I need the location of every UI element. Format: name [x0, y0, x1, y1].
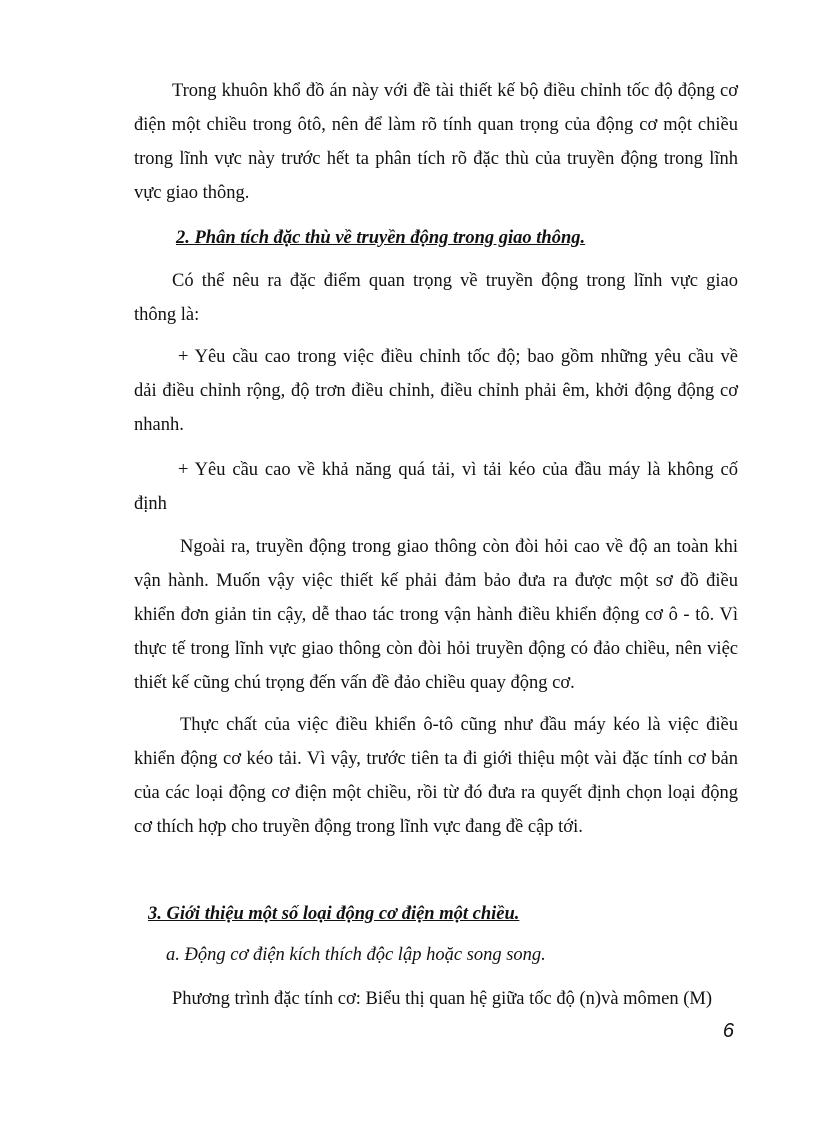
- section-3-paragraph-1: Phương trình đặc tính cơ: Biểu thị quan hệ giữa tốc độ (n)và mômen (M): [172, 989, 713, 1009]
- section-2-paragraph-3: [134, 453, 738, 521]
- section-2-paragraph-1: [134, 264, 738, 332]
- section-3-subheading-a: a. Động cơ điện kích thích độc lập hoặc song song.: [166, 945, 546, 965]
- text-line: định: [134, 494, 167, 514]
- text-line: cơ thích hợp cho truyền động trong lĩnh vực đang đề cập tới.: [134, 817, 583, 837]
- text-line: vận hành. Muốn vậy việc thiết kế phải đảm bảo đưa ra được một sơ đồ điều: [134, 571, 738, 591]
- text-line: trong lĩnh vực này trước hết ta phân tích rõ đặc thù của truyền động trong lĩnh: [134, 149, 738, 169]
- text-line: Thực chất của việc điều khiển ô-tô cũng như đầu máy kéo là việc điều: [180, 715, 738, 735]
- section-2-paragraph-4: [134, 530, 738, 700]
- section-3-heading: 3. Giới thiệu một số loại động cơ điện một chiều.: [148, 904, 520, 924]
- text-line: thực tế trong lĩnh vực giao thông còn đòi hỏi truyền động có đảo chiều, nên việc: [134, 639, 738, 659]
- intro-paragraph: [134, 74, 738, 210]
- text-line: Có thể nêu ra đặc điểm quan trọng về truyền động trong lĩnh vực giao: [172, 271, 738, 291]
- text-line: nhanh.: [134, 415, 184, 435]
- section-2-paragraph-5: [134, 708, 738, 844]
- text-line: Trong khuôn khổ đồ án này với đề tài thiết kế bộ điều chỉnh tốc độ động cơ: [172, 81, 738, 101]
- text-line: điện một chiều trong ôtô, nên để làm rõ tính quan trọng của động cơ một chiều: [134, 115, 738, 135]
- text-line: dải điều chỉnh rộng, độ trơn điều chỉnh, điều chỉnh phải êm, khởi động động cơ: [134, 381, 738, 401]
- text-line: khiển đơn giản tin cậy, dễ thao tác trong vận hành điều khiển động cơ ô - tô. Vì: [134, 605, 738, 625]
- section-2-paragraph-2: [134, 340, 738, 442]
- text-line: Ngoài ra, truyền động trong giao thông còn đòi hỏi cao về độ an toàn khi: [180, 537, 738, 557]
- page-number: 6: [722, 1020, 734, 1042]
- text-line: khiển động cơ kéo tải. Vì vậy, trước tiên ta đi giới thiệu một vài đặc tính cơ bản: [134, 749, 738, 769]
- text-line: + Yêu cầu cao trong việc điều chỉnh tốc độ; bao gồm những yêu cầu về: [178, 347, 738, 367]
- text-line: thông là:: [134, 305, 200, 325]
- section-2-heading: 2. Phân tích đặc thù về truyền động trong giao thông.: [176, 228, 586, 248]
- text-line: của các loại động cơ điện một chiều, rồi từ đó đưa ra quyết định chọn loại động: [134, 783, 738, 803]
- text-line: vực giao thông.: [134, 183, 250, 203]
- text-line: thiết kế cũng chú trọng đến vấn đề đảo chiều quay động cơ.: [134, 673, 575, 693]
- text-line: + Yêu cầu cao về khả năng quá tải, vì tải kéo của đầu máy là không cố: [178, 460, 738, 480]
